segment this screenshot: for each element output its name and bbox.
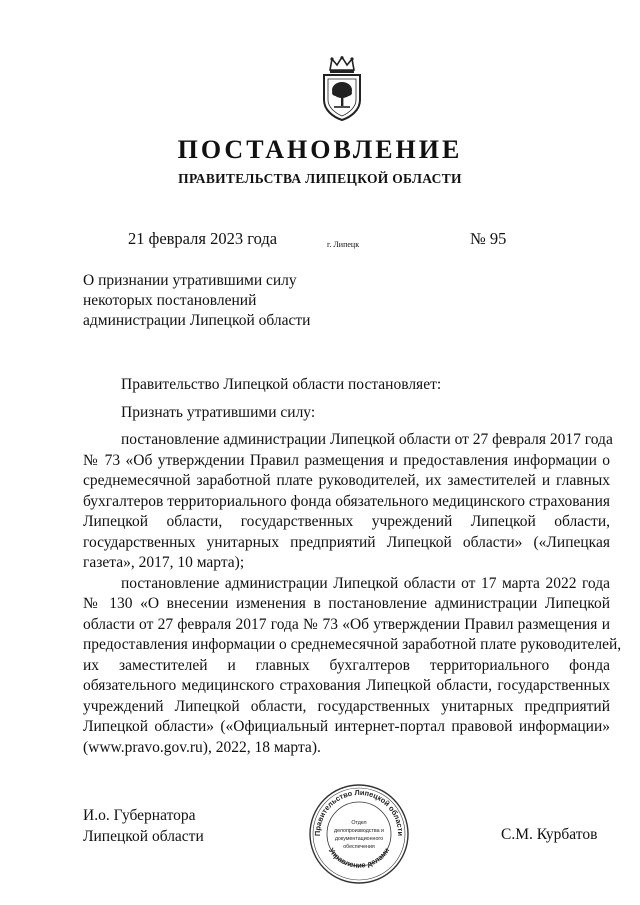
document-date: 21 февраля 2023 года [128,229,278,248]
item-2-line: предоставления информации о среднемесячной заработной плате руководителей, [83,636,622,653]
item-2-paragraph [83,574,622,759]
signatory-position-line: Липецкой области [83,828,204,845]
stamp-center-line: обеспечения [343,844,375,850]
stamp-outer-text: Правительство Липецкой области [312,787,406,837]
document-city: г. Липецк [327,240,360,249]
signatory-position-line: И.о. Губернатора [83,807,196,824]
item-1-line: среднемесячной заработной плате руководителей, их заместителей и главных [83,472,610,489]
intro-paragraph: Правительство Липецкой области постановляет: [121,376,442,393]
item-2-line: Липецкой области» («Официальный интернет-портал правовой информации» [83,718,610,735]
item-2-line: учреждений Липецкой области, государственных унитарных предприятий [83,697,610,715]
item-1-line: постановление администрации Липецкой области от 27 февраля 2017 года [121,431,613,448]
item-1-line: Липецкой области, государственных учреждений Липецкой области, [83,513,610,530]
declare-paragraph: Признать утратившими силу: [121,403,316,421]
stamp-center-line: делопроизводства и [334,828,384,834]
item-1-line: № 73 «Об утверждении Правил размещения и предоставления информации о [83,451,610,469]
document-number: № 95 [470,229,507,248]
document-subtitle: ПРАВИТЕЛЬСТВА ЛИПЕЦКОЙ ОБЛАСТИ [178,171,462,186]
item-2-line: обязательного медицинского страхования Липецкой области, государственных [83,677,610,694]
official-stamp [308,783,410,885]
document-body [83,375,622,758]
item-1-line: государственных унитарных предприятий Липецкой области» («Липецкая [83,533,610,551]
item-2-line: области от 27 февраля 2017 года № 73 «Об утверждении Правил размещения и [83,615,610,633]
document-title: ПОСТАНОВЛЕНИЕ [177,135,463,164]
stamp-center-line: Отдел [351,820,367,826]
subject-line: О признании утратившими силу [83,272,297,289]
stamp-center-line: документационного [334,836,384,842]
subject-line: администрации Липецкой области [83,312,311,329]
signatory-position [83,805,204,847]
subject-line: некоторых постановлений [83,292,257,309]
item-2-line: их заместителей и главных бухгалтеров территориального фонда [83,656,610,674]
item-1-line: газета», 2017, 10 марта); [83,554,245,571]
item-1-line: бухгалтеров территориального фонда обязательного медицинского страхования [83,492,610,510]
item-1-paragraph [83,430,613,574]
item-2-line: № 130 «О внесении изменения в постановление администрации Липецкой [83,595,610,612]
signatory-name: С.М. Курбатов [501,826,598,843]
item-2-line: (www.pravo.gov.ru), 2022, 18 марта). [83,738,321,756]
coat-of-arms-icon [318,56,366,122]
item-2-line: постановление администрации Липецкой области от 17 марта 2022 года [121,574,610,592]
stamp-bottom-text: Управление делами [326,846,392,870]
document-subject [83,271,343,331]
